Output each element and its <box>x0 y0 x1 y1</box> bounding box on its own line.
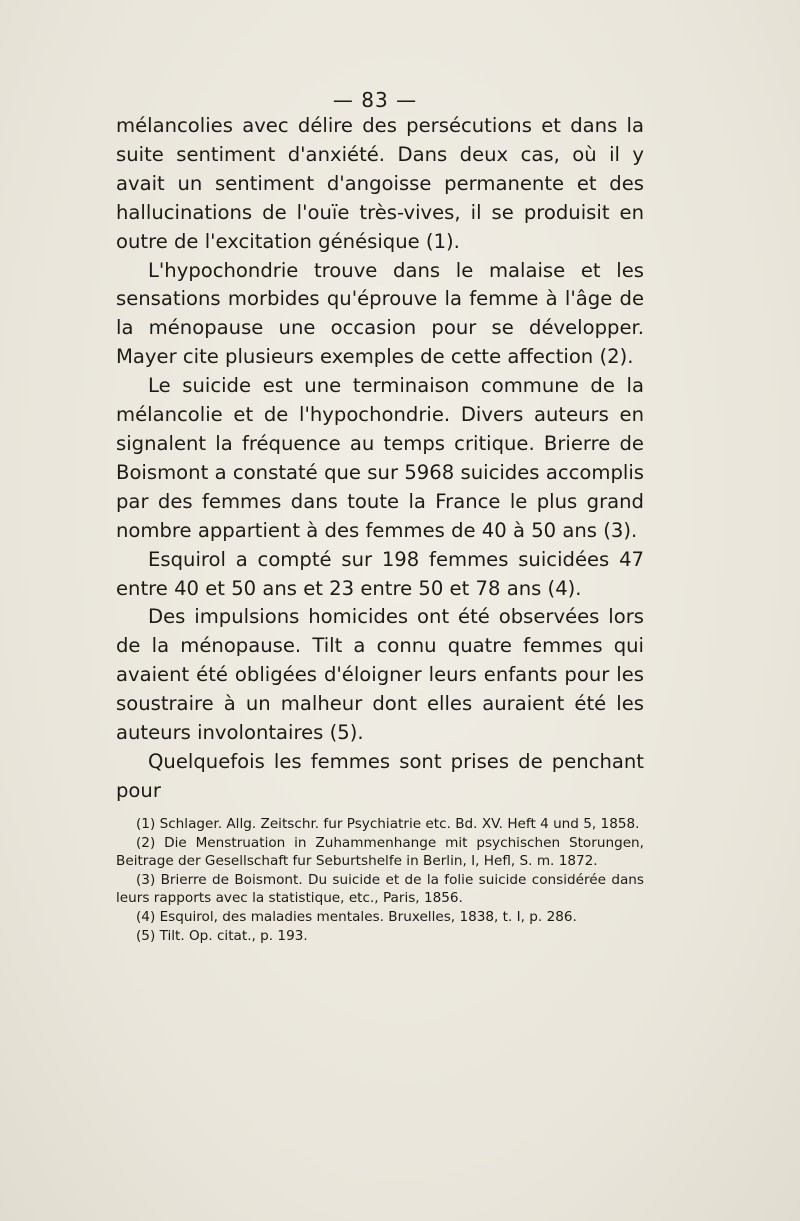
paragraph: L'hypochondrie trouve dans le malaise et les sensations morbides qu'éprouve la femme à l'âge de la ménopause une occasion pour se développer. Mayer cite plusieurs exemples de cette affection (2). <box>116 258 644 369</box>
paragraph: Quelquefois les femmes sont prises de penchant pour <box>116 749 644 802</box>
footnote: (1) Schlager. Allg. Zeitschr. fur Psychiatrie etc. Bd. XV. Heft 4 und 5, 1858. <box>136 816 640 832</box>
body-text <box>116 112 644 806</box>
footnote: (2) Die Menstruation in Zuhammenhange mit psychischen Storungen, Beitrage der Gesellschaft fur Seburtshelfe in Berlin, I, Hefl, S. m. 1872. <box>116 834 644 870</box>
footnote: (5) Tilt. Op. citat., p. 193. <box>136 927 308 944</box>
paragraph: Esquirol a compté sur 198 femmes suicidées 47 entre 40 et 50 ans et 23 entre 50 et 78 ans (4). <box>116 547 644 600</box>
paragraph: mélancolies avec délire des persécutions et dans la suite sentiment d'anxiété. Dans deux cas, où il y avait un sentiment d'angoisse permanente et des hallucinations de l'ouïe très-vives, il se produisit en outre de l'excitation génésique (1). <box>116 114 644 253</box>
footnote: (3) Brierre de Boismont. Du suicide et de la folie suicide considérée dans leurs rapports avec la statistique, etc., Paris, 1856. <box>116 871 644 907</box>
footnote: (4) Esquirol, des maladies mentales. Bruxelles, 1838, t. I, p. 286. <box>136 908 577 925</box>
footnotes <box>116 815 644 945</box>
page-number: — 83 — <box>332 88 418 112</box>
paragraph: Des impulsions homicides ont été observées lors de la ménopause. Tilt a connu quatre femmes qui avaient été obligées d'éloigner leurs enfants pour les soustraire à un malheur dont elles auraient été les auteurs involontaires (5). <box>116 605 644 745</box>
paragraph: Le suicide est une terminaison commune de la mélancolie et de l'hypochondrie. Divers auteurs en signalent la fréquence au temps critique. Brierre de Boismont a constaté que sur 5968 suicides accomplis par des femmes dans toute la France le plus grand nombre appartient à des femmes de 40 à 50 ans (3). <box>116 374 644 542</box>
